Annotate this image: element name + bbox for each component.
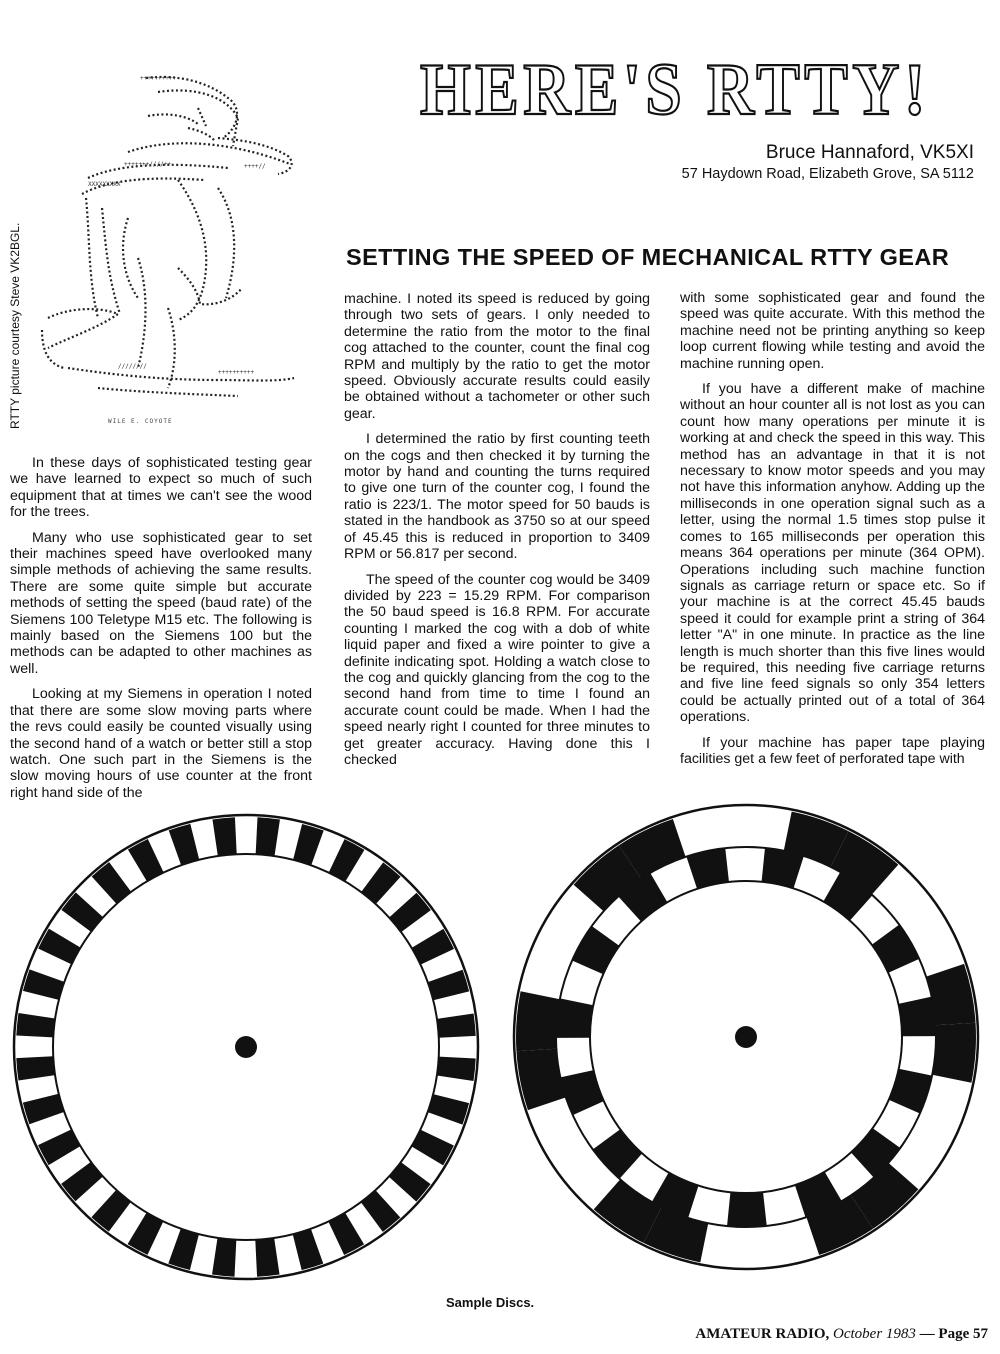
art-credit (4, 215, 24, 435)
paragraph: Looking at my Siemens in operation I noted that there are some slow moving parts where the revs could easily be counted visually using the second hand of a watch or better still a stop watch. One such part in the Siemens is the slow moving hours of use counter at the front right hand side of the (10, 686, 312, 801)
paragraph: If you have a different make of machine without an hour counter all is not lost as you can count how many operations per minute it is working at and check the speed in this way. This method has an advantage in that it is not necessary to know motor speeds and you may not have this information anyhow. Adding up the milliseconds in one operation signal such as a letter, using the normal 1.5 times stop pulse it comes to 165 milliseconds per operation this means 364 operations per minute (364 OPM). Operations including such machine function signals as carriage return or space etc. So if your machine is at the correct 45.45 bauds speed it could for example print a string of 364 letter "A" in one minute. In practice as the line length is much shorter than this five lines would be required, this needing five carriage returns and five line feed signals so only 354 letters could be actually printed out of a total of 364 operations. (680, 381, 985, 726)
paragraph: I determined the ratio by first counting teeth on the cogs and then checked it by turning the motor by hand and counting the turns required to give one turn of the counter cog, I found the ratio is 223/1. The motor speed for 50 bauds is stated in the handbook as 3750 so at our speed of 45.45 this is reduced in proportion to 3409 RPM or 56.817 per second. (344, 431, 650, 563)
sample-discs-figure (0, 830, 1000, 1300)
svg-text:++++++++++: ++++++++++ (218, 369, 255, 376)
author-name: Bruce Hannaford, VK5XI (765, 142, 974, 163)
text-column-2 (344, 291, 650, 777)
svg-text:+++++++////++: +++++++////++ (124, 161, 171, 168)
disc-inner-segment (727, 1192, 767, 1227)
paragraph: with some sophisticated gear and found the speed was quite accurate. With this method the machine need not be printing anything so keep loop current flowing while testing and avoid the machine running open. (680, 290, 985, 372)
svg-text:++++++++++: ++++++++++ (140, 75, 177, 82)
title-text: HERE'S RTTY! (420, 49, 930, 131)
paragraph: If your machine has paper tape playing facilities get a few feet of perforated tape with (680, 734, 985, 767)
strobe-disc-left (14, 815, 478, 1279)
paragraph: In these days of sophisticated testing gear we have learned to expect so much of such equipment that at times we can't see the wood for the trees. (10, 455, 312, 521)
footer-magazine: AMATEUR RADIO, (695, 1326, 830, 1342)
article-headline: SETTING THE SPEED OF MECHANICAL RTTY GEAR (346, 244, 950, 270)
disc-center-hole (235, 1036, 257, 1058)
text-column-1 (10, 455, 312, 810)
disc-outer-segment (932, 1023, 976, 1083)
strobe-disc-right (514, 805, 978, 1269)
art-signature: WILE E. COYOTE (108, 418, 173, 425)
text-column-3 (680, 290, 985, 776)
art-credit-text: RTTY picture courtesy Steve VK2BGL. (8, 222, 22, 429)
page-footer (695, 1326, 988, 1343)
footer-issue: October 1983 (833, 1326, 916, 1342)
svg-text:////////: //////// (118, 363, 147, 370)
disc-center-hole (735, 1026, 757, 1048)
disc-inner-segment (556, 998, 593, 1038)
author-address: 57 Haydown Road, Elizabeth Grove, SA 5112 (681, 166, 974, 182)
footer-page: — Page 57 (919, 1326, 988, 1342)
figure-caption: Sample Discs. (446, 1295, 535, 1310)
rtty-art-picture (28, 68, 318, 430)
paragraph: The speed of the counter cog would be 3409 divided by 223 = 15.29 RPM. For comparison the 50 baud speed is 16.8 RPM. For accurate counting I marked the cog with a dob of white liquid paper and fixed a wire pointer to give a definite indicating spot. Holding a watch close to the cog and quickly glancing from the cog to the second hand from time to time I found an accurate count could be made. When I had the speed nearly right I counted for three minutes to get greater accuracy. Having done this I checked (344, 571, 650, 768)
article-title (415, 48, 935, 131)
paragraph: Many who use sophisticated gear to set their machines speed have overlooked many simple methods of achieving the same results. There are some quite simple but accurate methods of setting the speed (baud rate) of the Siemens 100 Teletype M15 etc. The following is mainly based on the Siemens 100 but the methods can be adapted to other machines as well. (10, 529, 312, 677)
disc-outer-segment (516, 991, 560, 1051)
paragraph: machine. I noted its speed is reduced by going through two sets of gears. I only needed to determine the ratio from the motor to the final cog attached to the counter, count the final cog RPM and multiply by the ratio to get the motor speed. Obviously accurate results could easily be obtained without a tachometer or other such gear. (344, 291, 650, 422)
title-outline-graphic (415, 48, 935, 131)
svg-text:XXXXXXXXX: XXXXXXXXX (88, 181, 121, 188)
svg-text:++++//: ++++// (244, 163, 266, 170)
